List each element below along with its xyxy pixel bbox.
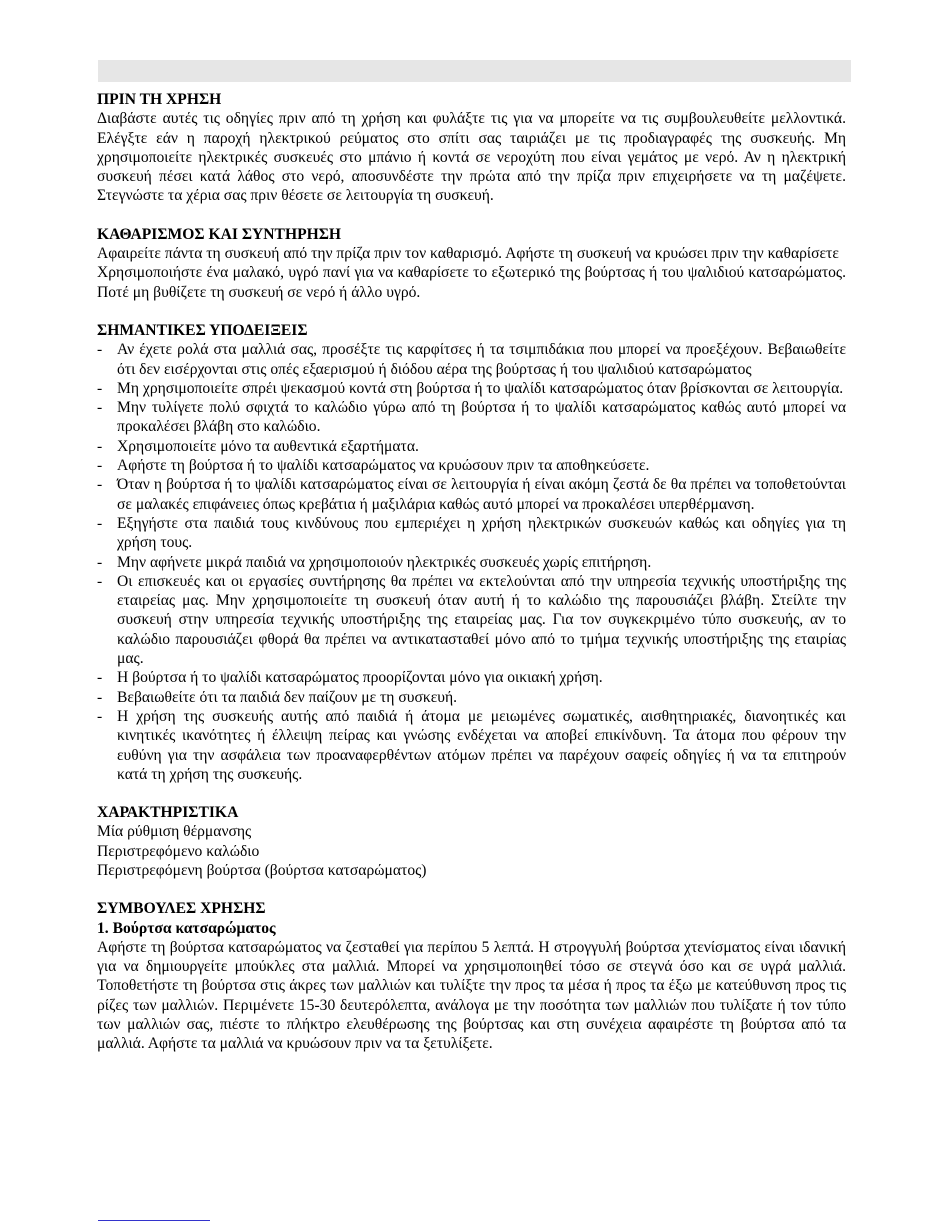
dash-marker: - [97, 379, 103, 397]
list-item: - Μη χρησιμοποιείτε σπρέι ψεκασμού κοντά στη βούρτσα ή το ψαλίδι κατσαρώματος όταν βρίσκονται σε λειτουργία. [97, 379, 844, 397]
feature-item: Μία ρύθμιση θέρμανσης [97, 823, 252, 841]
header-bar [98, 60, 851, 82]
dash-marker: - [97, 341, 103, 359]
dash-marker: - [97, 457, 103, 475]
section-title-before-use: ΠΡΙΝ ΤΗ ΧΡΗΣΗ [97, 91, 222, 108]
list-item: - Μην αφήνετε μικρά παιδιά να χρησιμοποιούν ηλεκτρικές συσκευές χωρίς επιτήρηση. [97, 553, 652, 571]
before-use-text: Διαβάστε αυτές τις οδηγίες πριν από τη χρήση και φυλάξτε τις για να μπορείτε να τις συμβουλευθείτε μελλοντικά. Ελέγξτε εάν η παροχή ηλεκτρικού ρεύματος στο σπίτι σας ταιριάζει με τις προδιαγραφές της συσκευής. Μη χρησιμοποιείτε ηλεκτρικές συσκευές στο μπάνιο ή κοντά σε νεροχύτη που είναι γεμάτος με νερό. Αν η ηλεκτρική συσκευή πέσει κατά λάθος στο νερό, αποσυνδέστε την πρώτα από την πρίζα πριν επιχειρήσετε να τη μαζέψετε. Στεγνώστε τα χέρια σας πριν θέσετε σε λειτουργία τη συσκευή. [97, 110, 846, 205]
tips-subtitle: 1. Βούρτσα κατσαρώματος [97, 919, 276, 937]
important-list [97, 340, 846, 784]
section-title-features: ΧΑΡΑΚΤΗΡΙΣΤΙΚΑ [97, 804, 239, 822]
list-item: - Η χρήση της συσκευής αυτής από παιδιά ή άτομα με μειωμένες σωματικές, αισθητηριακές, διανοητικές και κινητικές ικανότητες ή έλλειψη πείρας και γνώσης ενδέχεται να αποβεί επικίνδυνη. Τα άτομα που φέρουν την ευθύνη για την ασφάλεια των προαναφερθέντων ατόμων πρέπει να παρέχουν σαφείς οδηγίες ή να τα επιτηρούν κατά τη χρήση της συσκευής. [97, 707, 846, 783]
section-title-cleaning: ΚΑΘΑΡΙΣΜΟΣ ΚΑΙ ΣΥΝΤΗΡΗΣΗ [97, 225, 342, 243]
dash-marker: - [97, 707, 103, 725]
section-title-important: ΣΗΜΑΝΤΙΚΕΣ ΥΠΟΔΕΙΞΕΙΣ [97, 321, 308, 339]
dash-marker: - [97, 572, 103, 590]
section-tips [97, 899, 846, 1053]
list-item: - Η βούρτσα ή το ψαλίδι κατσαρώματος προορίζονται μόνο για οικιακή χρήση. [97, 669, 603, 687]
dash-marker: - [97, 688, 103, 706]
tips-text: Αφήστε τη βούρτσα κατσαρώματος να ζεσταθεί για περίπου 5 λεπτά. Η στρογγυλή βούρτσα χτενίσματος είναι ιδανική για να δημιουργείτε μπούκλες στα μαλλιά. Μπορεί να χρησιμοποιηθεί τόσο σε στεγνά όσο και σε υγρά μαλλιά. Τοποθετήστε τη βούρτσα στις άκρες των μαλλιών και τυλίξτε την προς τα μέσα ή προς τα έξω με κατεύθυνση προς τις ρίζες των μαλλιών. Περιμένετε 15-30 δευτερόλεπτα, ανάλογα με την ποσότητα των μαλλιών που τυλίξατε ή τον τύπο των μαλλιών σας, πιέστε το πλήκτρο ελευθέρωσης της βούρτσας και στη συνέχεια αφαιρέστε τη βούρτσα από τα μαλλιά. Αφήστε τα μαλλιά να κρυώσουν πριν να τα ξετυλίξετε. [97, 938, 846, 1053]
section-features [97, 803, 846, 880]
dash-marker: - [97, 476, 103, 494]
list-item: - Βεβαιωθείτε ότι τα παιδιά δεν παίζουν με τη συσκευή. [97, 688, 458, 706]
list-item: - Οι επισκευές και οι εργασίες συντήρησης θα πρέπει να εκτελούνται από την υπηρεσία τεχνικής υποστήριξης της εταιρείας μας. Μην χρησιμοποιείτε τη συσκευή όταν αυτή ή το καλώδιο της παρουσιάζει βλάβη. Στείλτε την συσκευή στην υπηρεσία τεχνικής υποστήριξης της εταιρείας μας. Για τον συγκεκριμένο τύπο συσκευής, αν το καλώδιο παρουσιάζει φθορά θα πρέπει να αντικατασταθεί μόνο από το τμήμα τεχνικής υποστήριξης της εταιρίας μας. [97, 572, 846, 668]
dash-marker: - [97, 514, 103, 532]
cleaning-paragraph-2: Χρησιμοποιήστε ένα μαλακό, υγρό πανί για να καθαρίσετε το εξωτερικό της βούρτσας ή του ψαλιδιού κατσαρώματος. Ποτέ μη βυθίζετε τη συσκευή σε νερό ή άλλο υγρό. [97, 264, 846, 301]
section-before-use [97, 90, 846, 206]
list-item: - Εξηγήστε στα παιδιά τους κινδύνους που εμπεριέχει η χρήση ηλεκτρικών συσκευών καθώς και οδηγίες για τη χρήση τους. [97, 514, 846, 552]
dash-marker: - [97, 399, 103, 417]
section-important [97, 321, 846, 784]
cleaning-paragraph-1: Αφαιρείτε πάντα τη συσκευή από την πρίζα πριν τον καθαρισμό. Αφήστε τη συσκευή να κρυώσει πριν την καθαρίσετε [97, 245, 839, 263]
list-item: - Αφήστε τη βούρτσα ή το ψαλίδι κατσαρώματος να κρυώσουν πριν τα αποθηκεύσετε. [97, 457, 650, 475]
dash-marker: - [97, 437, 103, 455]
list-item: - Χρησιμοποιείτε μόνο τα αυθεντικά εξαρτήματα. [97, 437, 419, 455]
section-title-tips: ΣΥΜΒΟΥΛΕΣ ΧΡΗΣΗΣ [97, 900, 266, 918]
section-cleaning [97, 225, 846, 302]
document-body [97, 90, 846, 1073]
feature-item: Περιστρεφόμενη βούρτσα (βούρτσα κατσαρώματος) [97, 861, 427, 879]
footnote-rule [98, 1220, 210, 1221]
list-item: - Αν έχετε ρολά στα μαλλιά σας, προσέξτε τις καρφίτσες ή τα τσιμπιδάκια που μπορεί να προεξέχουν. Βεβαιωθείτε ότι δεν εισέρχονται στις οπές εξαερισμού ή διόδου αέρα της βούρτσας ή του ψαλιδιού κατσαρώματος [97, 341, 846, 378]
dash-marker: - [97, 669, 103, 687]
feature-item: Περιστρεφόμενο καλώδιο [97, 842, 260, 860]
list-item: - Όταν η βούρτσα ή το ψαλίδι κατσαρώματος είναι σε λειτουργία ή είναι ακόμη ζεστά δε θα πρέπει να τοποθετούνται σε μαλακές επιφάνειες όπως κρεβάτια ή μαξιλάρια καθώς αυτό μπορεί να προκαλέσει υπερθέρμανση. [97, 476, 846, 513]
dash-marker: - [97, 553, 103, 571]
list-item: - Μην τυλίγετε πολύ σφιχτά το καλώδιο γύρω από τη βούρτσα ή το ψαλίδι κατσαρώματος καθώς αυτό μπορεί να προκαλέσει βλάβη στο καλώδιο. [97, 399, 846, 436]
